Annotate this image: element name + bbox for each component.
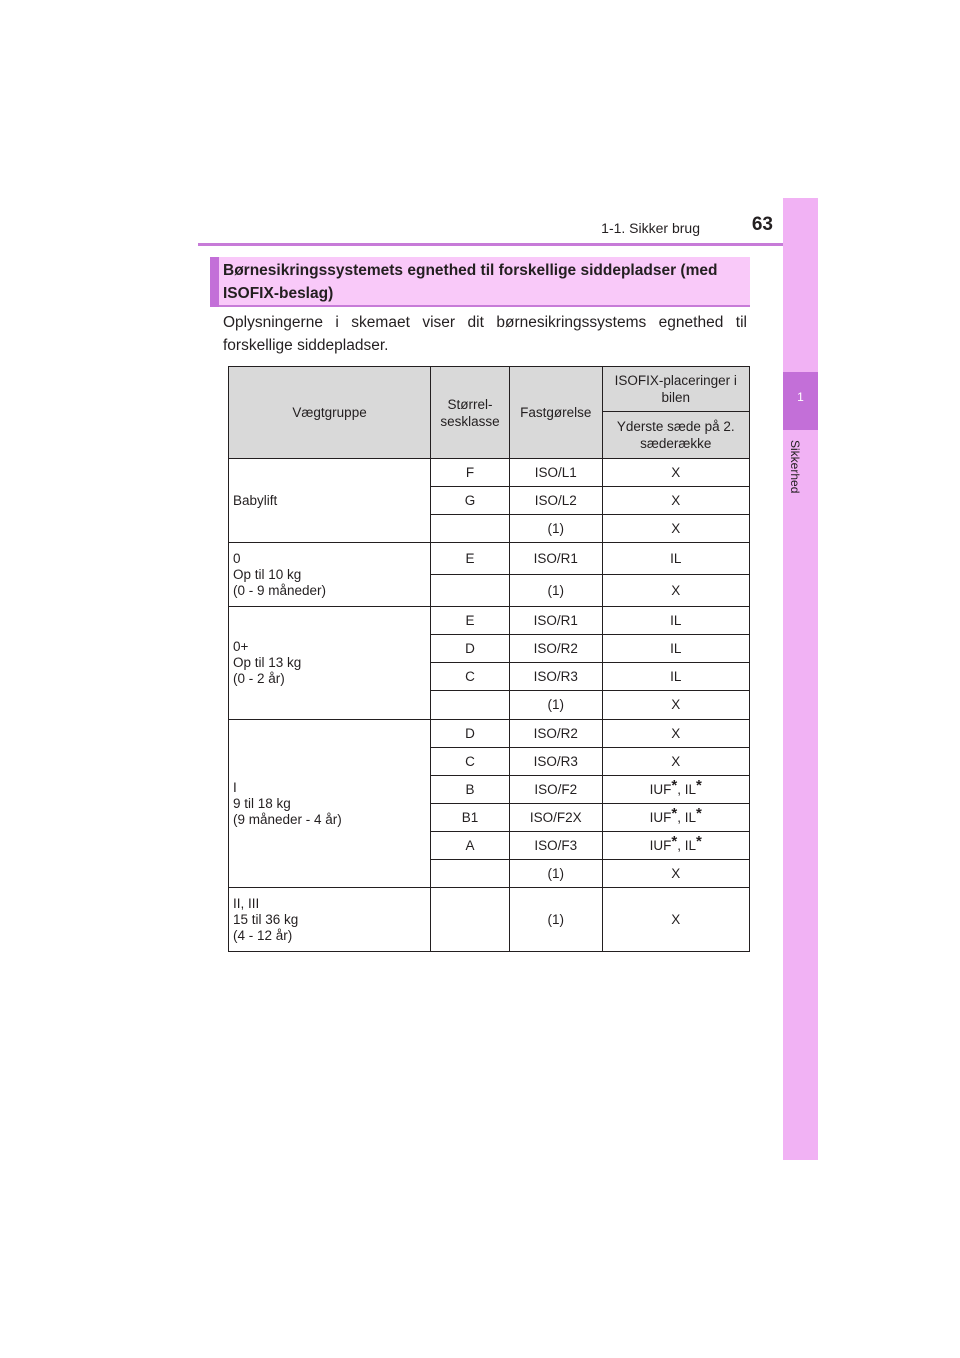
suitability-cell: X xyxy=(602,515,749,543)
size-class-cell: C xyxy=(431,748,510,776)
size-class-cell: B xyxy=(431,776,510,804)
fixture-cell: ISO/R3 xyxy=(509,748,602,776)
fixture-cell: ISO/R1 xyxy=(509,607,602,635)
table-row xyxy=(229,888,750,952)
weight-group-cell xyxy=(229,720,431,888)
fixture-cell: (1) xyxy=(509,691,602,720)
size-class-cell: E xyxy=(431,543,510,575)
section-heading: Børnesikringssystemets egnethed til forskellige siddepladser (med ISOFIX-beslag) xyxy=(223,262,718,302)
footnote-star: * xyxy=(696,776,702,794)
suitability-cell: X xyxy=(602,748,749,776)
side-tab-title: Sikkerhed xyxy=(788,440,802,494)
weight-group-line: 9 til 18 kg xyxy=(233,795,291,811)
suitability-cell: X xyxy=(602,459,749,487)
fixture-cell: ISO/L2 xyxy=(509,487,602,515)
size-class-cell xyxy=(431,860,510,888)
fixture-cell: (1) xyxy=(509,515,602,543)
suitability-cell: IL xyxy=(602,543,749,575)
suitability-code: , IL xyxy=(677,809,697,825)
weight-group-cell xyxy=(229,459,431,543)
table-row xyxy=(229,543,750,575)
weight-group-line: 0+ xyxy=(233,639,249,654)
weight-group-line: Op til 13 kg xyxy=(233,655,302,670)
footnote-star: * xyxy=(696,832,702,850)
suitability-cell xyxy=(602,832,749,860)
fixture-cell: ISO/L1 xyxy=(509,459,602,487)
weight-group-cell xyxy=(229,543,431,607)
weight-group-cell xyxy=(229,888,431,952)
fixture-cell: ISO/F3 xyxy=(509,832,602,860)
suitability-cell: X xyxy=(602,860,749,888)
suitability-cell xyxy=(602,804,749,832)
weight-group-line: 15 til 36 kg xyxy=(233,911,299,927)
fixture-cell: ISO/R2 xyxy=(509,720,602,748)
suitability-cell: X xyxy=(602,487,749,515)
page-number: 63 xyxy=(751,214,773,235)
weight-group-line: II, III xyxy=(233,895,260,911)
weight-group-line: 0 xyxy=(233,550,241,566)
size-class-cell xyxy=(431,575,510,607)
fixture-cell: (1) xyxy=(509,860,602,888)
weight-group-line: Babylift xyxy=(233,492,278,508)
table-row xyxy=(229,459,750,487)
suitability-code: IUF xyxy=(649,809,672,825)
side-tab-strip xyxy=(783,198,818,1160)
weight-group-line: I xyxy=(233,779,237,795)
footnote-star: * xyxy=(671,776,678,794)
footnote-star: * xyxy=(671,832,678,850)
suitability-cell: X xyxy=(602,575,749,607)
table-row xyxy=(229,607,750,635)
size-class-cell: D xyxy=(431,720,510,748)
size-class-cell: B1 xyxy=(431,804,510,832)
size-class-cell: F xyxy=(431,459,510,487)
fixture-cell: ISO/R2 xyxy=(509,635,602,663)
header-isofix-positions: ISOFIX-placeringer i bilen xyxy=(602,367,749,412)
footnote-star: * xyxy=(696,804,702,822)
size-class-cell: E xyxy=(431,607,510,635)
suitability-code: IUF xyxy=(649,781,672,797)
fixture-cell: (1) xyxy=(509,888,602,952)
fixture-cell: ISO/R1 xyxy=(509,543,602,575)
table-body xyxy=(229,459,750,952)
suitability-cell: X xyxy=(602,720,749,748)
size-class-cell: A xyxy=(431,832,510,860)
size-class-cell xyxy=(431,515,510,543)
fixture-cell: ISO/R3 xyxy=(509,663,602,691)
fixture-cell: (1) xyxy=(509,575,602,607)
suitability-cell xyxy=(602,776,749,804)
section-heading-accent xyxy=(210,257,219,307)
header-fixture: Fastgørelse xyxy=(509,367,602,459)
fixture-cell: ISO/F2X xyxy=(509,804,602,832)
weight-group-line: Op til 10 kg xyxy=(233,566,302,582)
weight-group-line: (0 - 2 år) xyxy=(233,671,285,686)
suitability-code: IUF xyxy=(649,837,672,853)
suitability-cell: X xyxy=(602,888,749,952)
weight-group-line: (4 - 12 år) xyxy=(233,927,293,943)
header-outer-seat: Yderste sæde på 2. sæderække xyxy=(602,412,749,459)
size-class-cell xyxy=(431,888,510,952)
suitability-code: , IL xyxy=(677,837,697,853)
weight-group-cell xyxy=(229,607,431,720)
intro-paragraph: Oplysningerne i skemaet viser dit børnesikringssystems egnethed til forskellige siddepladser. xyxy=(223,314,747,354)
size-class-cell: C xyxy=(431,663,510,691)
suitability-cell: IL xyxy=(602,663,749,691)
size-class-cell xyxy=(431,691,510,720)
isofix-compatibility-table xyxy=(228,366,750,952)
header-size-class: Størrel-sesklasse xyxy=(431,367,510,459)
suitability-cell: X xyxy=(602,691,749,720)
side-tab-number: 1 xyxy=(797,390,804,404)
size-class-cell: D xyxy=(431,635,510,663)
header-weight-group: Vægtgruppe xyxy=(229,367,431,459)
weight-group-line: (9 måneder - 4 år) xyxy=(233,811,342,827)
suitability-code: , IL xyxy=(677,781,697,797)
table-row xyxy=(229,720,750,748)
fixture-cell: ISO/F2 xyxy=(509,776,602,804)
footnote-star: * xyxy=(671,804,678,822)
suitability-cell: IL xyxy=(602,635,749,663)
suitability-cell: IL xyxy=(602,607,749,635)
header-section-title: 1-1. Sikker brug xyxy=(601,220,700,236)
weight-group-line: (0 - 9 måneder) xyxy=(233,582,327,598)
size-class-cell: G xyxy=(431,487,510,515)
header-rule xyxy=(198,243,818,246)
